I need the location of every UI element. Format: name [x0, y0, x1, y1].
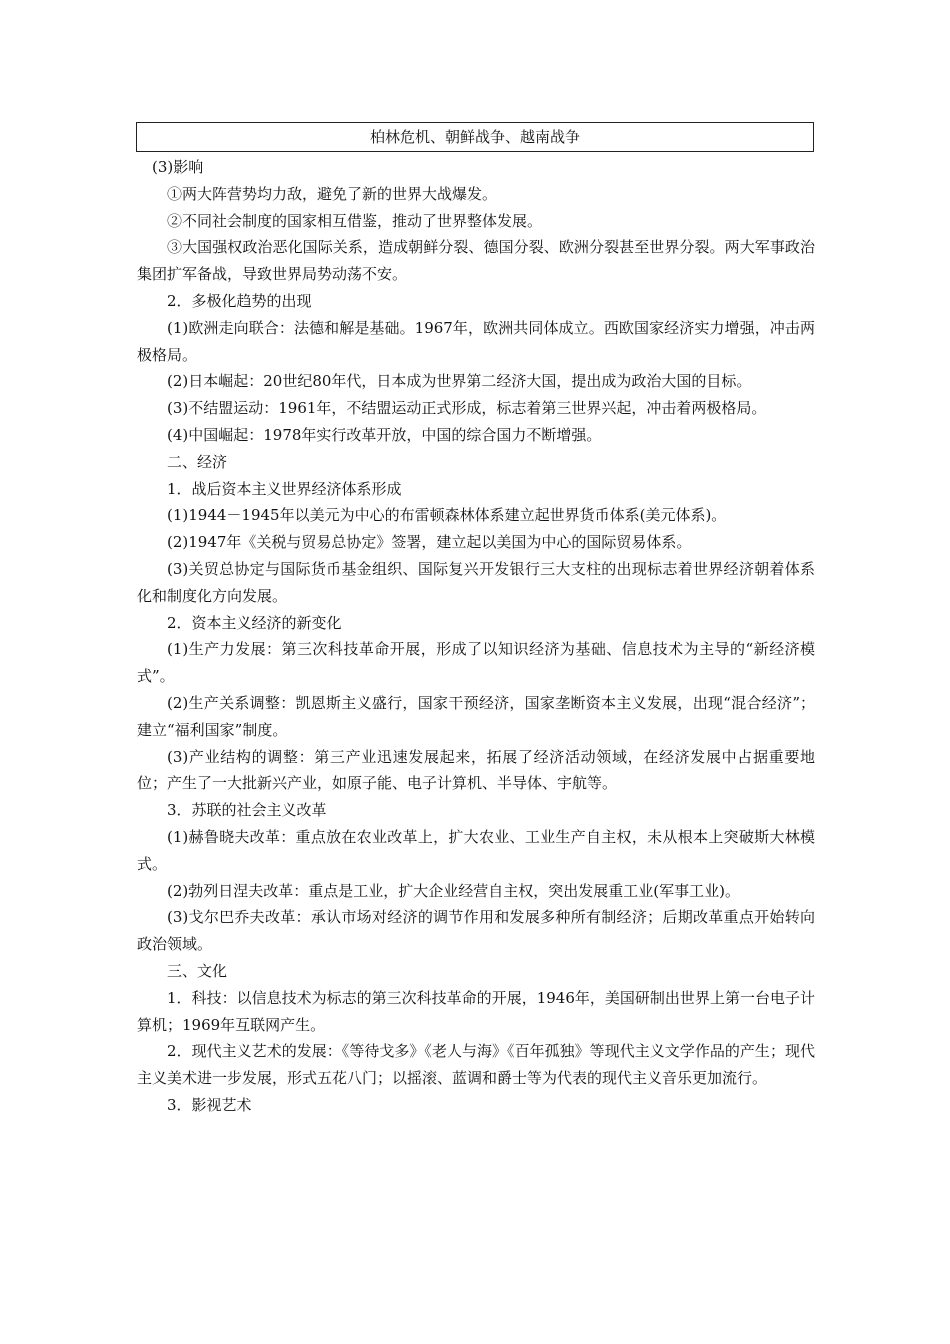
title-box: 柏林危机、朝鲜战争、越南战争	[136, 122, 814, 152]
paragraph: (1)欧洲走向联合：法德和解是基础。1967年，欧洲共同体成立。西欧国家经济实力增强，冲击两极格局。	[137, 318, 815, 364]
paragraph: (1)1944－1945年以美元为中心的布雷顿森林体系建立起世界货币体系(美元体系)。	[167, 506, 727, 525]
paragraph: (2)生产关系调整：凯恩斯主义盛行，国家干预经济，国家垄断资本主义发展，出现“混合经济”；建立“福利国家”制度。	[137, 693, 815, 739]
paragraph: 2．现代主义艺术的发展：《等待戈多》《老人与海》《百年孤独》等现代主义文学作品的产生；现代主义美术进一步发展，形式五花八门；以摇滚、蓝调和爵士等为代表的现代主义音乐更加流行。	[137, 1042, 815, 1088]
paragraph: (3)不结盟运动：1961年，不结盟运动正式形成，标志着第三世界兴起，冲击着两极格局。	[167, 399, 767, 418]
paragraph: (2)勃列日涅夫改革：重点是工业，扩大企业经营自主权，突出发展重工业(军事工业)。	[167, 881, 740, 900]
paragraph: (2)1947年《关税与贸易总协定》签署，建立起以美国为中心的国际贸易体系。	[167, 533, 692, 552]
paragraph: 2．多极化趋势的出现	[167, 291, 312, 310]
paragraph: ③大国强权政治恶化国际关系，造成朝鲜分裂、德国分裂、欧洲分裂甚至世界分裂。两大军事政治集团扩军备战，导致世界局势动荡不安。	[137, 238, 815, 284]
paragraph: (2)日本崛起：20世纪80年代，日本成为世界第二经济大国，提出成为政治大国的目标。	[167, 372, 752, 391]
paragraph: 2．资本主义经济的新变化	[167, 613, 342, 632]
section-heading: 二、经济	[167, 452, 228, 471]
document-body	[137, 154, 815, 1119]
paragraph: 1．战后资本主义世界经济体系形成	[167, 479, 402, 498]
paragraph: (3)产业结构的调整：第三产业迅速发展起来，拓展了经济活动领域，在经济发展中占据重要地位；产生了一大批新兴产业，如原子能、电子计算机、半导体、宇航等。	[137, 747, 815, 793]
paragraph: ②不同社会制度的国家相互借鉴，推动了世界整体发展。	[167, 211, 543, 230]
paragraph: (4)中国崛起：1978年实行改革开放，中国的综合国力不断增强。	[167, 425, 602, 444]
paragraph: 1．科技：以信息技术为标志的第三次科技革命的开展，1946年，美国研制出世界上第一台电子计算机；1969年互联网产生。	[137, 988, 815, 1034]
paragraph: (3)影响	[152, 158, 204, 176]
paragraph: 3．苏联的社会主义改革	[167, 801, 327, 820]
paragraph: (1)赫鲁晓夫改革：重点放在农业改革上，扩大农业、工业生产自主权，未从根本上突破斯大林模式。	[137, 827, 815, 873]
paragraph: 3．影视艺术	[167, 1095, 252, 1114]
paragraph: ①两大阵营势均力敌，避免了新的世界大战爆发。	[167, 184, 498, 203]
paragraph: (3)戈尔巴乔夫改革：承认市场对经济的调节作用和发展多种所有制经济；后期改革重点开始转向政治领域。	[137, 908, 815, 954]
paragraph: (3)关贸总协定与国际货币基金组织、国际复兴开发银行三大支柱的出现标志着世界经济朝着体系化和制度化方向发展。	[137, 559, 815, 605]
paragraph: (1)生产力发展：第三次科技革命开展，形成了以知识经济为基础、信息技术为主导的“新经济模式”。	[137, 640, 815, 686]
section-heading: 三、文化	[167, 961, 228, 980]
